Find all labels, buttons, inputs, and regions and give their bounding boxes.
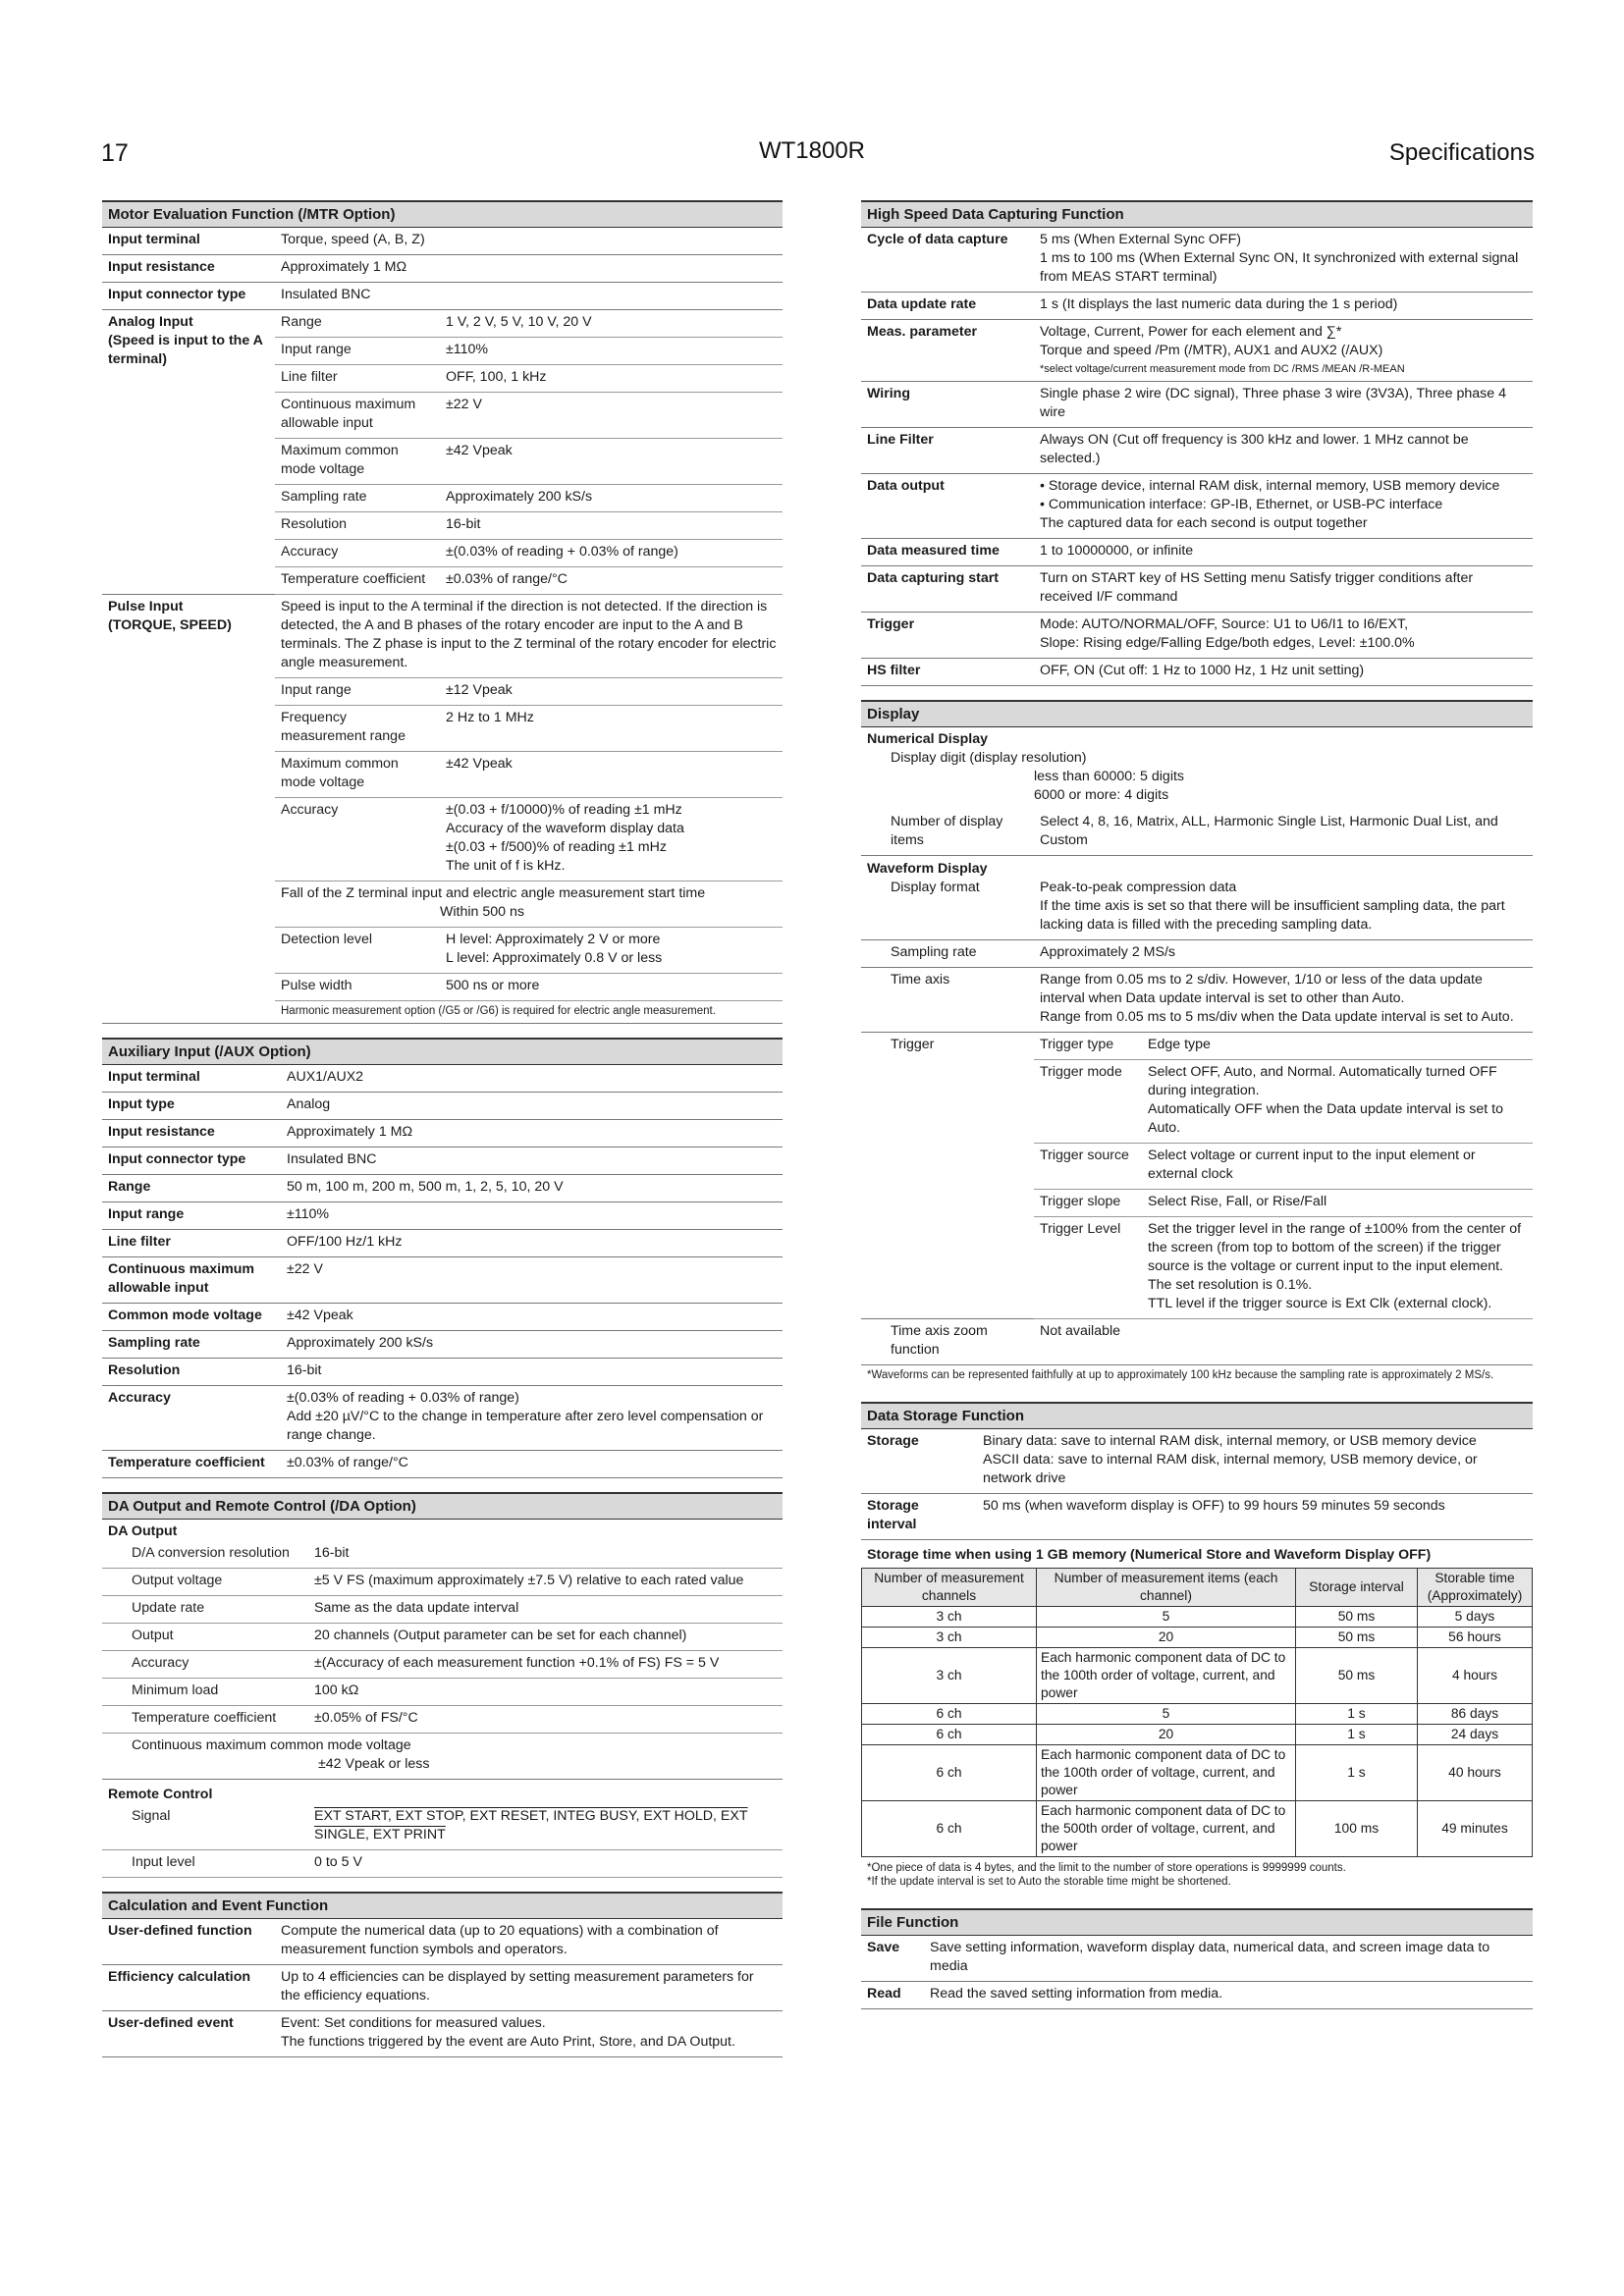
spec-value: Same as the data update interval <box>308 1596 783 1624</box>
table-cell: 86 days <box>1418 1704 1533 1725</box>
table-cell: 49 minutes <box>1418 1801 1533 1857</box>
motor-section <box>102 200 783 1024</box>
spec-sublabel: Maximum common mode voltage <box>275 439 440 485</box>
spec-sublabel: Fall of the Z terminal input and electric angle measurement start time <box>281 885 706 901</box>
spec-value: 5 ms (When External Sync OFF) 1 ms to 100 ms (When External Sync ON, It synchronized with external signal from MEAS START terminal) <box>1034 228 1533 293</box>
spec-sublabel: Number of display items <box>861 810 1034 856</box>
spec-label: Cycle of data capture <box>861 228 1034 293</box>
table-cell: 3 ch <box>862 1607 1037 1628</box>
spec-value: 1 V, 2 V, 5 V, 10 V, 20 V <box>440 310 783 338</box>
spec-label: HS filter <box>861 659 1034 686</box>
numerical-display-table <box>861 749 1533 856</box>
spec-value: Approximately 1 MΩ <box>275 255 783 283</box>
table-header-row <box>862 1569 1533 1607</box>
spec-label: Input resistance <box>102 255 275 283</box>
spec-value: 100 kΩ <box>308 1679 783 1706</box>
footnote: Harmonic measurement option (/G5 or /G6) is required for electric angle measurement. <box>275 1001 783 1024</box>
spec-value: ±22 V <box>440 393 783 439</box>
spec-value: OFF/100 Hz/1 kHz <box>281 1230 783 1257</box>
spec-value: ±(0.03% of reading + 0.03% of range) <box>440 540 783 567</box>
spec-sublabel: Continuous maximum common mode voltage <box>132 1737 411 1753</box>
spec-value: 1 to 10000000, or infinite <box>1034 539 1533 566</box>
pulse-description: Speed is input to the A terminal if the direction is not detected. If the direction is detected, the A and B phases of the rotary encoder are input to the A and B terminals. The Z phase is input to the Z terminal of the rotary encoder for electric angle measurement. <box>275 595 783 678</box>
spec-label: Data capturing start <box>861 566 1034 613</box>
spec-value: Set the trigger level in the range of ±100% from the center of the screen (from top to bottom of the screen) if the trigger source is the voltage or current input to the input element. The set resolution is 0.1%. TTL level if the trigger source is Ext Clk (external clock). <box>1142 1217 1533 1319</box>
spec-value: Insulated BNC <box>281 1148 783 1175</box>
spec-sublabel: Maximum common mode voltage <box>275 752 440 798</box>
spec-sublabel: Trigger mode <box>1034 1060 1142 1144</box>
spec-sublabel: Display format <box>861 879 1034 940</box>
spec-label: Input connector type <box>102 1148 281 1175</box>
spec-value: Save setting information, waveform display data, numerical data, and screen image data to media <box>924 1936 1533 1982</box>
spec-value: ±5 V FS (maximum approximately ±7.5 V) relative to each rated value <box>308 1569 783 1596</box>
aux-section <box>102 1038 783 1478</box>
column-header: Storable time (Approximately) <box>1418 1569 1533 1607</box>
table-row <box>862 1628 1533 1648</box>
spec-sublabel: Pulse width <box>275 974 440 1001</box>
numerical-display-label: Numerical Display <box>867 731 989 747</box>
spec-label: Accuracy <box>102 1386 281 1451</box>
document-section: Specifications <box>1388 139 1535 166</box>
calc-table <box>102 1919 783 2057</box>
file-section <box>861 1908 1533 2009</box>
table-cell: Each harmonic component data of DC to the 500th order of voltage, current, and power <box>1037 1801 1296 1857</box>
hs-section <box>861 200 1533 686</box>
spec-value: Select Rise, Fall, or Rise/Fall <box>1142 1190 1533 1217</box>
table-cell: 56 hours <box>1418 1628 1533 1648</box>
footnote: *Waveforms can be represented faithfully at up to approximately 100 kHz because the sampling rate is approximately 2 MS/s. <box>867 1369 1494 1381</box>
spec-value: ±42 Vpeak <box>440 439 783 485</box>
spec-label: Read <box>861 1982 924 2009</box>
page-number: 17 <box>101 139 129 167</box>
table-row <box>862 1704 1533 1725</box>
spec-value: 0 to 5 V <box>308 1850 783 1878</box>
table-cell: 24 days <box>1418 1725 1533 1745</box>
spec-value: Up to 4 efficiencies can be displayed by setting measurement parameters for the efficiency equations. <box>275 1965 783 2011</box>
remote-control-label: Remote Control <box>108 1787 213 1802</box>
spec-sublabel: Update rate <box>102 1596 308 1624</box>
spec-value: Approximately 200 kS/s <box>281 1331 783 1359</box>
table-cell: Each harmonic component data of DC to the 100th order of voltage, current, and power <box>1037 1648 1296 1704</box>
display-section <box>861 700 1533 1388</box>
da-section <box>102 1492 783 1878</box>
column-header: Number of measurement items (each channel) <box>1037 1569 1296 1607</box>
spec-value: Select voltage or current input to the input element or external clock <box>1142 1144 1533 1190</box>
spec-value: Torque, speed (A, B, Z) <box>275 228 783 255</box>
table-cell: 1 s <box>1296 1704 1418 1725</box>
footnote: *If the update interval is set to Auto the storable time might be shortened. <box>867 1876 1231 1888</box>
spec-sublabel: Resolution <box>275 512 440 540</box>
spec-sublabel: Trigger type <box>1034 1033 1142 1060</box>
section-title: High Speed Data Capturing Function <box>861 200 1533 228</box>
spec-value: Not available <box>1034 1319 1533 1365</box>
spec-value: 16-bit <box>308 1541 783 1569</box>
spec-label: Data measured time <box>861 539 1034 566</box>
table-cell: 6 ch <box>862 1745 1037 1801</box>
fall-time-cell <box>275 881 783 928</box>
spec-label: Efficiency calculation <box>102 1965 275 2011</box>
spec-label: Wiring <box>861 382 1034 428</box>
spec-value: ±0.03% of range/°C <box>281 1451 783 1478</box>
table-cell: 20 <box>1037 1628 1296 1648</box>
spec-value: Analog <box>281 1093 783 1120</box>
table-cell: 6 ch <box>862 1704 1037 1725</box>
table-cell: 1 s <box>1296 1745 1418 1801</box>
spec-value: ±42 Vpeak <box>281 1304 783 1331</box>
waveform-display-label: Waveform Display <box>867 861 988 877</box>
spec-value: Approximately 200 kS/s <box>440 485 783 512</box>
spec-value: ±110% <box>440 338 783 365</box>
spec-value: Peak-to-peak compression data If the time axis is set so that there will be insufficient sampling data, the part lacking data is filled with the preceding sampling data. <box>1034 879 1533 940</box>
spec-sublabel: Accuracy <box>275 540 440 567</box>
spec-value: Compute the numerical data (up to 20 equations) with a combination of measurement function symbols and operators. <box>275 1919 783 1965</box>
spec-sublabel: Trigger Level <box>1034 1217 1142 1319</box>
spec-sublabel: Sampling rate <box>861 940 1034 968</box>
spec-label: Data update rate <box>861 293 1034 320</box>
table-cell: 20 <box>1037 1725 1296 1745</box>
spec-value: Voltage, Current, Power for each element and ∑* Torque and speed /Pm (/MTR), AUX1 and AUX2 (/AUX) <box>1040 324 1383 358</box>
footnote: *select voltage/current measurement mode from DC /RMS /MEAN /R-MEAN <box>1040 363 1405 375</box>
spec-value: 2 Hz to 1 MHz <box>440 706 783 752</box>
spec-value: Edge type <box>1142 1033 1533 1060</box>
aux-table <box>102 1065 783 1478</box>
spec-label: Storage <box>861 1429 977 1494</box>
section-title: Calculation and Event Function <box>102 1892 783 1919</box>
spec-label: Storage interval <box>861 1494 977 1540</box>
spec-value: 16-bit <box>281 1359 783 1386</box>
signal-list: EXT START, EXT STOP, EXT RESET, INTEG BUSY, EXT HOLD, EXT SINGLE, EXT PRINT <box>314 1808 748 1842</box>
spec-sublabel: Line filter <box>275 365 440 393</box>
section-title: Auxiliary Input (/AUX Option) <box>102 1038 783 1065</box>
table-cell: 1 s <box>1296 1725 1418 1745</box>
column-header: Number of measurement channels <box>862 1569 1037 1607</box>
spec-label: Input connector type <box>102 283 275 310</box>
section-title: Motor Evaluation Function (/MTR Option) <box>102 200 783 228</box>
spec-value: ±22 V <box>281 1257 783 1304</box>
spec-sublabel: Accuracy <box>275 798 440 881</box>
spec-value: Select OFF, Auto, and Normal. Automatically turned OFF during integration. Automatically OFF when the Data update interval is set to Auto. <box>1142 1060 1533 1144</box>
spec-value: 20 channels (Output parameter can be set for each channel) <box>308 1624 783 1651</box>
spec-value: Range from 0.05 ms to 2 s/div. However, 1/10 or less of the data update interval when Data update interval is set to other than Auto. Range from 0.05 ms to 5 ms/div when the Data update interval is set to Auto. <box>1034 968 1533 1033</box>
footnote: *One piece of data is 4 bytes, and the limit to the number of store operations is 9999999 counts. <box>867 1862 1346 1874</box>
table-cell: 50 ms <box>1296 1628 1418 1648</box>
spec-value: Within 500 ns <box>440 904 524 920</box>
digit-cell <box>861 749 1533 810</box>
table-cell: 4 hours <box>1418 1648 1533 1704</box>
hs-table <box>861 228 1533 686</box>
spec-value: ±42 Vpeak or less <box>318 1756 430 1772</box>
spec-label: Sampling rate <box>102 1331 281 1359</box>
storage-table <box>861 1429 1533 1540</box>
spec-value: Turn on START key of HS Setting menu Satisfy trigger conditions after received I/F command <box>1034 566 1533 613</box>
spec-label: Resolution <box>102 1359 281 1386</box>
analog-input-label: Analog Input (Speed is input to the A terminal) <box>102 310 275 595</box>
document-model: WT1800R <box>758 137 866 164</box>
motor-table <box>102 228 783 1024</box>
table-cell: 40 hours <box>1418 1745 1533 1801</box>
spec-value: 500 ns or more <box>440 974 783 1001</box>
section-title: File Function <box>861 1908 1533 1936</box>
spec-value: ±(0.03% of reading + 0.03% of range) Add ±20 µV/°C to the change in temperature after zero level compensation or range change. <box>281 1386 783 1451</box>
spec-sublabel: Range <box>275 310 440 338</box>
spec-label: Input terminal <box>102 1065 281 1093</box>
section-title: Display <box>861 700 1533 727</box>
spec-label: User-defined event <box>102 2011 275 2057</box>
spec-value: 50 ms (when waveform display is OFF) to 99 hours 59 minutes 59 seconds <box>977 1494 1533 1540</box>
spec-label: Meas. parameter <box>861 320 1034 382</box>
remote-table <box>102 1804 783 1878</box>
spec-sublabel: Sampling rate <box>275 485 440 512</box>
spec-label: Line Filter <box>861 428 1034 474</box>
spec-sublabel: Input range <box>275 338 440 365</box>
da-output-label: DA Output <box>108 1523 178 1539</box>
spec-value: ±42 Vpeak <box>440 752 783 798</box>
table-cell: 100 ms <box>1296 1801 1418 1857</box>
spec-sublabel: Trigger slope <box>1034 1190 1142 1217</box>
table-cell: 5 days <box>1418 1607 1533 1628</box>
spec-value: Always ON (Cut off frequency is 300 kHz and lower. 1 MHz cannot be selected.) <box>1034 428 1533 474</box>
spec-value-cell <box>1034 320 1533 382</box>
spec-sublabel: Input range <box>275 678 440 706</box>
spec-sublabel: Minimum load <box>102 1679 308 1706</box>
spec-value: AUX1/AUX2 <box>281 1065 783 1093</box>
spec-value: Read the saved setting information from media. <box>924 1982 1533 2009</box>
spec-value: • Storage device, internal RAM disk, internal memory, USB memory device • Communication interface: GP-IB, Ethernet, or USB-PC interface The captured data for each second is output together <box>1034 474 1533 539</box>
spec-sublabel: Frequency measurement range <box>275 706 440 752</box>
spec-value: ±12 Vpeak <box>440 678 783 706</box>
spec-label: User-defined function <box>102 1919 275 1965</box>
table-cell: Each harmonic component data of DC to the 100th order of voltage, current, and power <box>1037 1745 1296 1801</box>
spec-value: 16-bit <box>440 512 783 540</box>
spec-label: Input range <box>102 1202 281 1230</box>
spec-value: ±0.03% of range/°C <box>440 567 783 595</box>
table-row <box>862 1745 1533 1801</box>
spec-label: Range <box>102 1175 281 1202</box>
spec-sublabel: Temperature coefficient <box>102 1706 308 1734</box>
spec-value: 1 s (It displays the last numeric data during the 1 s period) <box>1034 293 1533 320</box>
table-cell: 6 ch <box>862 1725 1037 1745</box>
spec-value: Insulated BNC <box>275 283 783 310</box>
spec-value: ±110% <box>281 1202 783 1230</box>
spec-value: H level: Approximately 2 V or more L level: Approximately 0.8 V or less <box>440 928 783 974</box>
waveform-display-table <box>861 879 1533 1365</box>
spec-value: OFF, 100, 1 kHz <box>440 365 783 393</box>
spec-sublabel: Trigger source <box>1034 1144 1142 1190</box>
section-title: DA Output and Remote Control (/DA Option) <box>102 1492 783 1520</box>
spec-sublabel: Accuracy <box>102 1651 308 1679</box>
spec-value: OFF, ON (Cut off: 1 Hz to 1000 Hz, 1 Hz unit setting) <box>1034 659 1533 686</box>
spec-label: Continuous maximum allowable input <box>102 1257 281 1304</box>
spec-value: Mode: AUTO/NORMAL/OFF, Source: U1 to U6/I1 to I6/EXT, Slope: Rising edge/Falling Edge/both edges, Level: ±100.0% <box>1034 613 1533 659</box>
spec-sublabel: Signal <box>102 1804 308 1850</box>
spec-value: Binary data: save to internal RAM disk, internal memory, or USB memory device ASCII data: save to internal RAM disk, internal memory, USB memory device, or network drive <box>977 1429 1533 1494</box>
spec-value: Approximately 2 MS/s <box>1034 940 1533 968</box>
spec-sublabel: Input level <box>102 1850 308 1878</box>
spec-label: Common mode voltage <box>102 1304 281 1331</box>
section-title: Data Storage Function <box>861 1402 1533 1429</box>
da-output-table <box>102 1541 783 1780</box>
spec-value: ±(0.03 + f/10000)% of reading ±1 mHz Accuracy of the waveform display data ±(0.03 + f/500)% of reading ±1 mHz The unit of f is kHz. <box>440 798 783 881</box>
spec-value: Event: Set conditions for measured values. The functions triggered by the event are Auto Print, Store, and DA Output. <box>275 2011 783 2057</box>
spec-value <box>308 1804 783 1850</box>
table-cell: 50 ms <box>1296 1648 1418 1704</box>
table-row <box>862 1801 1533 1857</box>
table-cell: 3 ch <box>862 1648 1037 1704</box>
table-row <box>862 1648 1533 1704</box>
spec-label: Line filter <box>102 1230 281 1257</box>
spec-label: Data output <box>861 474 1034 539</box>
spec-value: Approximately 1 MΩ <box>281 1120 783 1148</box>
spec-label: Trigger <box>861 613 1034 659</box>
spec-sublabel: Display digit (display resolution) <box>891 750 1087 766</box>
spec-sublabel: Output <box>102 1624 308 1651</box>
spec-sublabel: Temperature coefficient <box>275 567 440 595</box>
spec-label: Input terminal <box>102 228 275 255</box>
storage-section <box>861 1402 1533 1895</box>
calc-section <box>102 1892 783 2057</box>
spec-label: Input resistance <box>102 1120 281 1148</box>
spec-value: Single phase 2 wire (DC signal), Three phase 3 wire (3V3A), Three phase 4 wire <box>1034 382 1533 428</box>
cmv-cell <box>102 1734 783 1780</box>
file-table <box>861 1936 1533 2009</box>
spec-value: less than 60000: 5 digits 6000 or more: 4 digits <box>1034 769 1185 803</box>
storage-time-title: Storage time when using 1 GB memory (Numerical Store and Waveform Display OFF) <box>867 1547 1432 1563</box>
spec-value: ±0.05% of FS/°C <box>308 1706 783 1734</box>
spec-sublabel: Time axis zoom function <box>861 1319 1034 1365</box>
spec-value: Select 4, 8, 16, Matrix, ALL, Harmonic Single List, Harmonic Dual List, and Custom <box>1034 810 1533 856</box>
table-cell: 6 ch <box>862 1801 1037 1857</box>
table-cell: 5 <box>1037 1704 1296 1725</box>
table-cell: 50 ms <box>1296 1607 1418 1628</box>
table-cell: 5 <box>1037 1607 1296 1628</box>
storage-time-table <box>861 1568 1533 1857</box>
spec-value: ±(Accuracy of each measurement function +0.1% of FS) FS = 5 V <box>308 1651 783 1679</box>
table-row <box>862 1725 1533 1745</box>
spec-sublabel: Time axis <box>861 968 1034 1033</box>
table-cell: 3 ch <box>862 1628 1037 1648</box>
trigger-label: Trigger <box>861 1033 1034 1319</box>
left-column <box>102 200 783 2071</box>
right-column <box>861 200 1533 2023</box>
spec-label: Save <box>861 1936 924 1982</box>
spec-sublabel: Output voltage <box>102 1569 308 1596</box>
spec-sublabel: Detection level <box>275 928 440 974</box>
column-header: Storage interval <box>1296 1569 1418 1607</box>
spec-sublabel: D/A conversion resolution <box>102 1541 308 1569</box>
table-row <box>862 1607 1533 1628</box>
spec-label: Input type <box>102 1093 281 1120</box>
spec-label: Temperature coefficient <box>102 1451 281 1478</box>
pulse-input-label: Pulse Input (TORQUE, SPEED) <box>102 595 275 1024</box>
spec-value: 50 m, 100 m, 200 m, 500 m, 1, 2, 5, 10, 20 V <box>281 1175 783 1202</box>
spec-sublabel: Continuous maximum allowable input <box>275 393 440 439</box>
